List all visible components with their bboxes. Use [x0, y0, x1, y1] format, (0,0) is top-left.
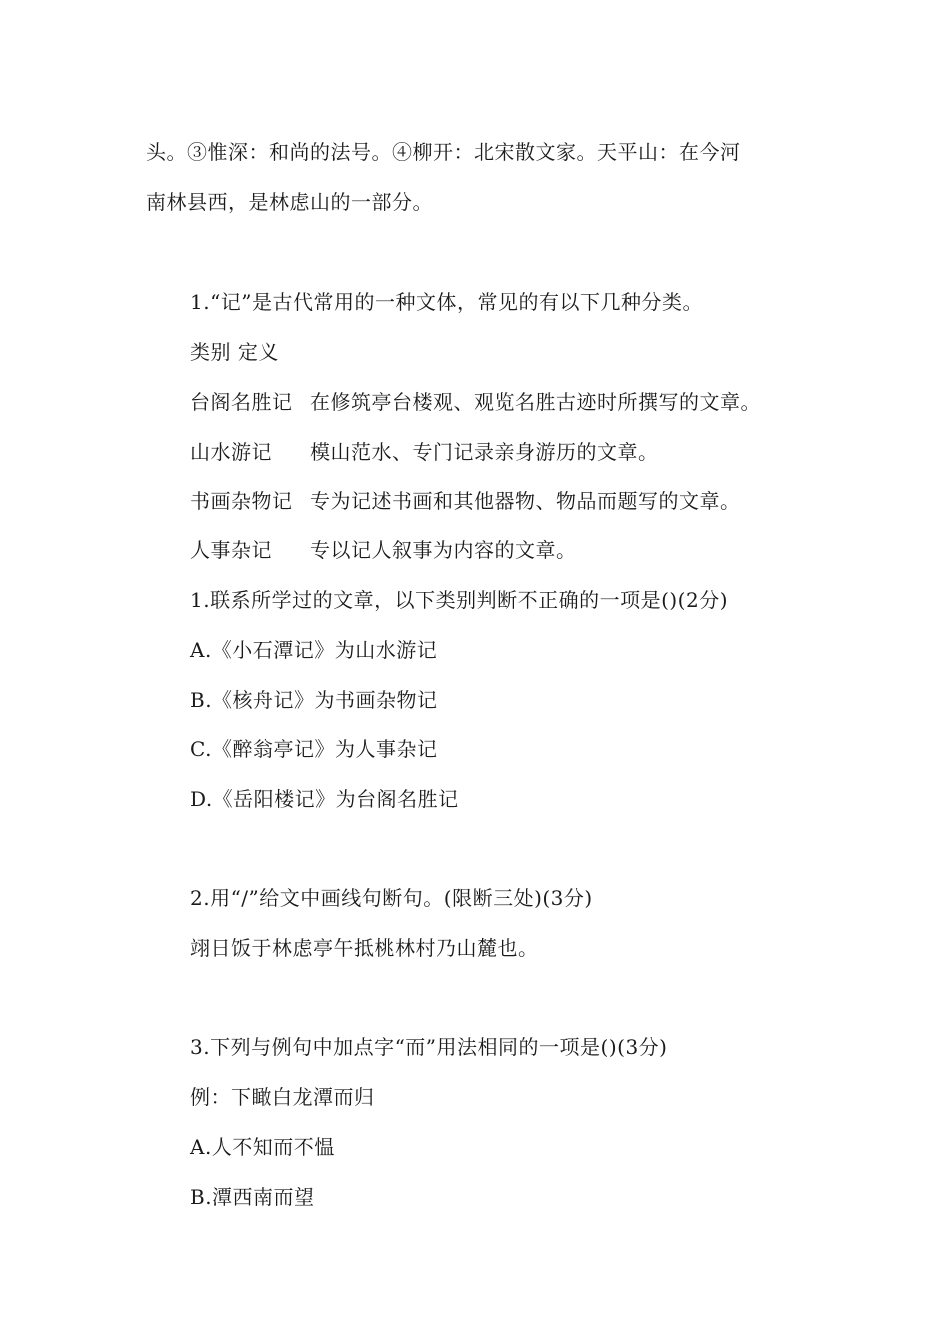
category-definition: 专以记人叙事为内容的文章。 — [310, 538, 577, 562]
category-term: 书画杂物记 — [190, 489, 293, 513]
category-definition: 在修筑亭台楼观、观览名胜古迹时所撰写的文章。 — [310, 390, 761, 414]
intro-text: 1.“记”是古代常用的一种文体，常见的有以下几种分类。 — [190, 290, 704, 314]
category-definition: 模山范水、专门记录亲身游历的文章。 — [310, 440, 659, 464]
question-2-stem: 2.用“/”给文中画线句断句。(限断三处)(3分) — [190, 886, 593, 910]
question-1-option-b: B.《核舟记》为书画杂物记 — [190, 688, 438, 712]
category-term: 人事杂记 — [190, 538, 272, 562]
footnote-line-1: 头。③惟深：和尚的法号。④柳开：北宋散文家。天平山：在今河 — [146, 140, 741, 164]
category-row — [190, 536, 577, 564]
category-term: 山水游记 — [190, 440, 272, 464]
question-1-option-c: C.《醉翁亭记》为人事杂记 — [190, 737, 438, 761]
question-3-option-b: B.潭西南而望 — [190, 1185, 315, 1209]
question-2-sentence: 翊日饭于林虑亭午抵桃林村乃山麓也。 — [190, 936, 539, 960]
category-row — [190, 438, 659, 466]
footnote-line-2: 南林县西，是林虑山的一部分。 — [146, 190, 433, 214]
question-1-stem: 1.联系所学过的文章，以下类别判断不正确的一项是()(2分) — [190, 588, 729, 612]
category-row — [190, 388, 761, 416]
question-3-stem: 3.下列与例句中加点字“而”用法相同的一项是()(3分) — [190, 1035, 668, 1059]
question-3-example: 例：下瞰白龙潭而归 — [190, 1085, 375, 1109]
category-row — [190, 487, 741, 515]
question-1-option-a: A.《小石潭记》为山水游记 — [190, 638, 438, 662]
question-3-option-a: A.人不知而不愠 — [190, 1135, 335, 1159]
category-definition: 专为记述书画和其他器物、物品而题写的文章。 — [310, 489, 741, 513]
category-table-header: 类别 定义 — [190, 340, 279, 364]
question-1-option-d: D.《岳阳楼记》为台阁名胜记 — [190, 787, 459, 811]
category-term: 台阁名胜记 — [190, 390, 293, 414]
